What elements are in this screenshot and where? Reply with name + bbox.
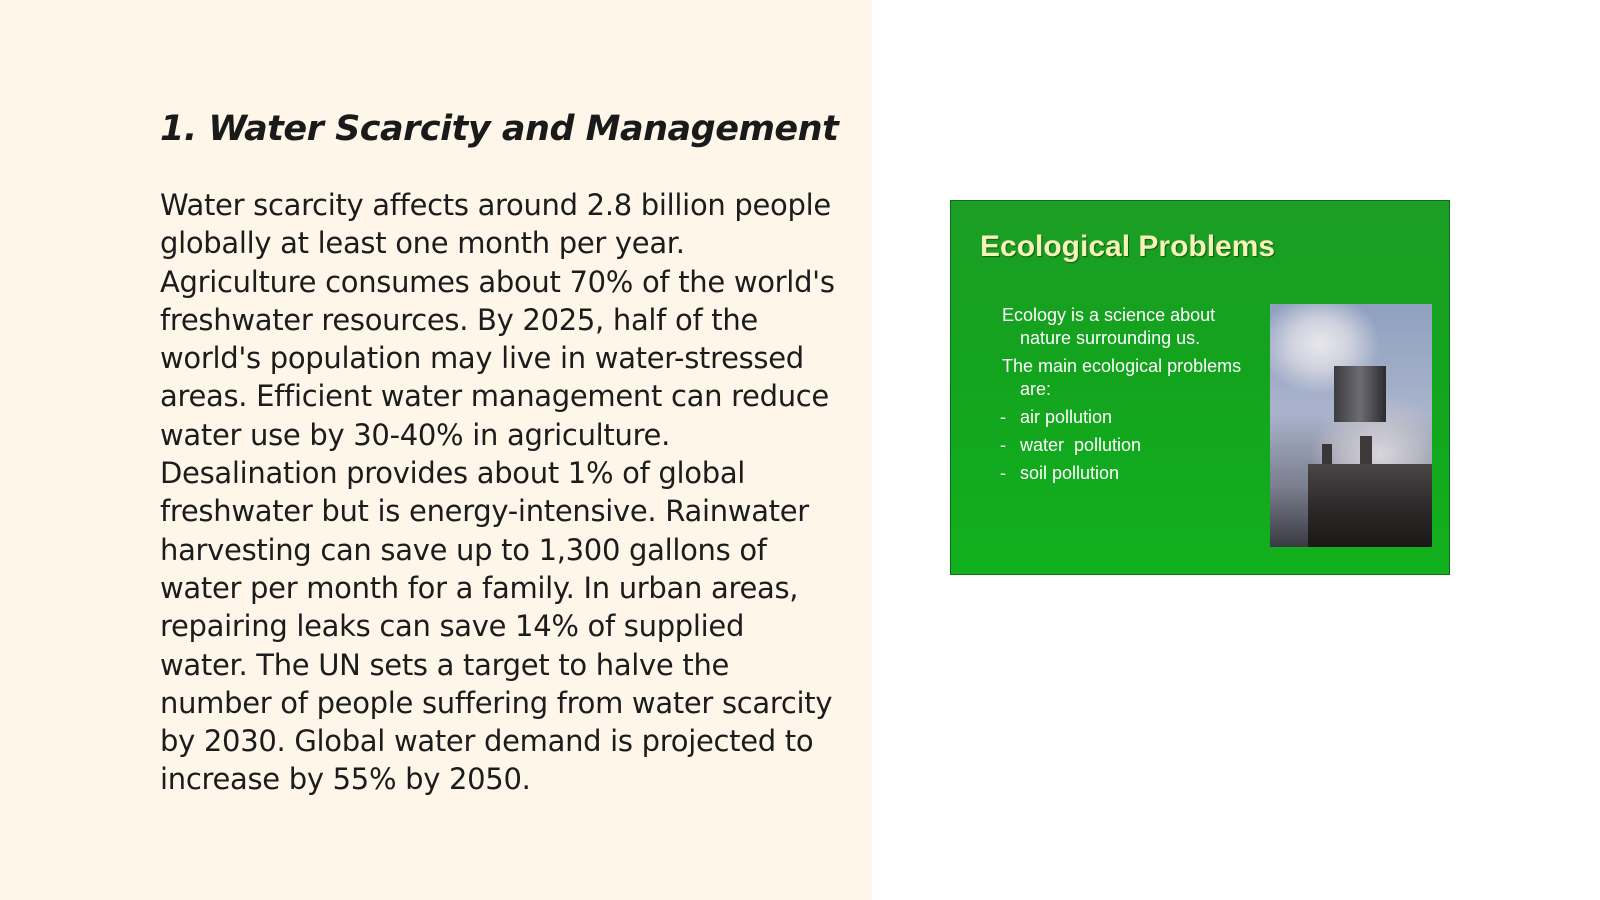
bullet-marker: - xyxy=(1000,463,1006,483)
bullet-water: water pollution xyxy=(1020,435,1142,455)
photo-tower xyxy=(1334,366,1386,422)
factory-smoke-photo xyxy=(1270,304,1432,547)
slide-bullet xyxy=(1000,406,1242,429)
slide-text xyxy=(1002,304,1242,490)
bullet-soil: soil pollution xyxy=(1020,463,1120,483)
slide-intro: Ecology is a science about nature surrounding us. xyxy=(1002,305,1216,348)
slide-lead: The main ecological problems are: xyxy=(1002,356,1242,399)
ecology-slide-image xyxy=(950,200,1450,575)
section-body: Water scarcity affects around 2.8 billion people globally at least one month per year. Agriculture consumes about 70% of the world's freshwater resources. By 2025, half of the world's population may live in water-stressed areas. Efficient water management can reduce water use by 30-40% in agriculture. Desalination provides about 1% of global freshwater but is energy-intensive. Rainwater harvesting can save up to 1,300 gallons of water per month for a family. In urban areas, repairing leaks can save 14% of supplied water. The UN sets a target to halve the number of people suffering from water scarcity by 2030. Global water demand is projected to increase by 55% by 2050. xyxy=(160,188,835,797)
bullet-air: air pollution xyxy=(1020,407,1113,427)
slide-bullet xyxy=(1000,434,1242,457)
bullet-marker: - xyxy=(1000,435,1006,455)
bullet-marker: - xyxy=(1000,407,1006,427)
slide-bullet xyxy=(1000,462,1242,485)
section-heading: 1. Water Scarcity and Management xyxy=(160,109,839,149)
slide-title: Ecological Problems xyxy=(980,230,1276,263)
photo-plant xyxy=(1308,464,1432,547)
